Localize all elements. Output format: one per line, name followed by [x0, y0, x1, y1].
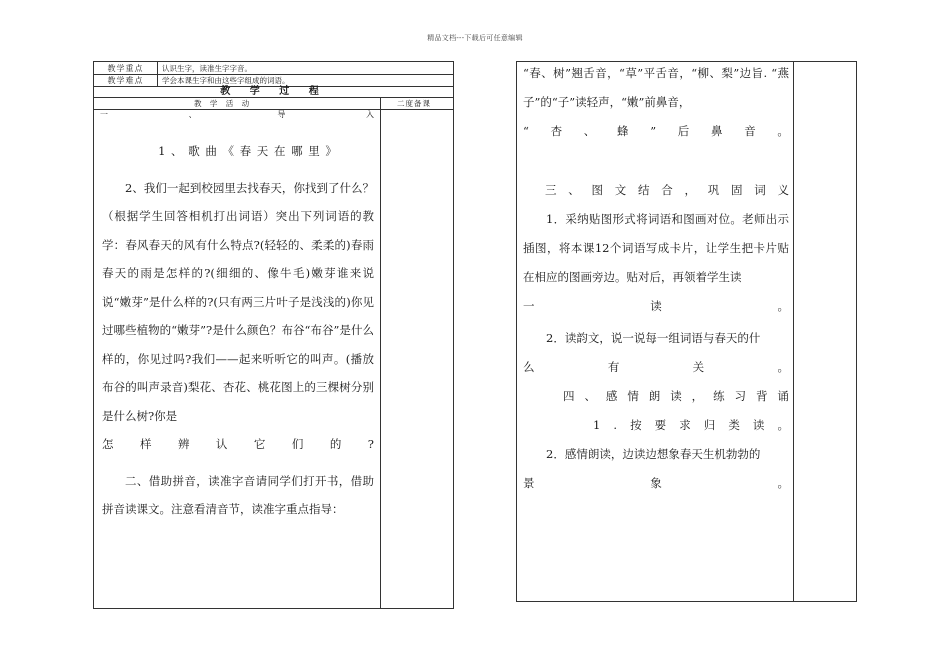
right-page — [516, 61, 857, 602]
item-two-paragraph: 2．感情朗读，边读边想象春天生机勃勃的 — [546, 447, 761, 461]
lesson-paragraph-2: 2、我们一起到校园里去找春天，你找到了什么？（根据学生回答相机打出词语）突出下列词语的教学：春风春天的风有什么特点?(轻轻的、柔柔的)春雨春天的雨是怎样的?(细细的、像牛毛)嫩芽谁来说说“嫩芽”是什么样的?(只有两三片叶子是浅浅的)你见过哪些植物的“嫩芽”?是什么颜色？布谷“布谷”是什么样的，你见过吗?我们——起来听听它的叫声。(播放布谷的叫声录音)梨花、杏花、桃花图上的三棵树分别是什么树?你是 — [102, 180, 374, 423]
step-two-paragraph: 2．读韵文，说一说每一组词语与春天的什 — [546, 331, 761, 345]
section-title: 教 学 过 程 — [94, 86, 453, 98]
column-divider — [380, 97, 381, 608]
left-page — [93, 61, 454, 609]
left-body — [102, 137, 374, 524]
col-activity: 教 学 活 动 — [194, 99, 253, 108]
step-two-last: 么 有 关 。 — [523, 360, 789, 374]
pinyin-guide-last: “ 杏 、 蜂 ” 后 鼻 音 。 — [523, 124, 789, 138]
item-one: 1 . 按 要 求 归 类 读 。 — [593, 418, 789, 432]
right-body — [523, 59, 789, 498]
lesson-paragraph-3: 二、借助拼音，读准字音请同学们打开书，借助拼音读课文。注意看清音节，读准字重点指导： — [102, 473, 374, 516]
col-prep: 二度备课 — [397, 99, 431, 108]
header-note: 精品文档---下载后可任意编辑 — [427, 34, 523, 42]
song-line: 1 、 歌 曲 《 春 天 在 哪 里 》 — [158, 144, 338, 158]
key-point-value: 认识生字，读准生字字音。 — [162, 63, 252, 73]
item-two-last: 景 象 。 — [523, 476, 789, 490]
step-one-paragraph: 1．采纳贴图形式将词语和图画对位。老师出示插图，将本课12个词语写成卡片，让学生把卡片贴在相应的图画旁边。贴对后，再领着学生读 — [523, 212, 789, 284]
heading-four: 四 、 感 情 朗 读 ， 练 习 背 诵 — [563, 389, 789, 403]
heading-three: 三 、 图 文 结 合 ， 巩 固 词 义 — [545, 183, 789, 197]
difficulty-label: 教学难点 — [94, 74, 158, 86]
step-one-last: 一 读 。 — [523, 299, 789, 313]
lesson-paragraph-2-last: 怎 样 辨 认 它 们 的 ? — [102, 437, 374, 451]
heading-intro: 一 、 导 入 — [100, 110, 374, 119]
column-header-row — [94, 97, 453, 110]
column-divider-right — [793, 62, 794, 601]
pinyin-guide: “春、树”翘舌音，“草”平舌音，“柳、梨”边旨. “燕子”的“子”读轻声，“嫩”前鼻音， — [523, 66, 789, 109]
key-point-label: 教学重点 — [94, 62, 158, 74]
difficulty-value: 学会本课生字和由这些字组成的词语。 — [162, 75, 290, 85]
